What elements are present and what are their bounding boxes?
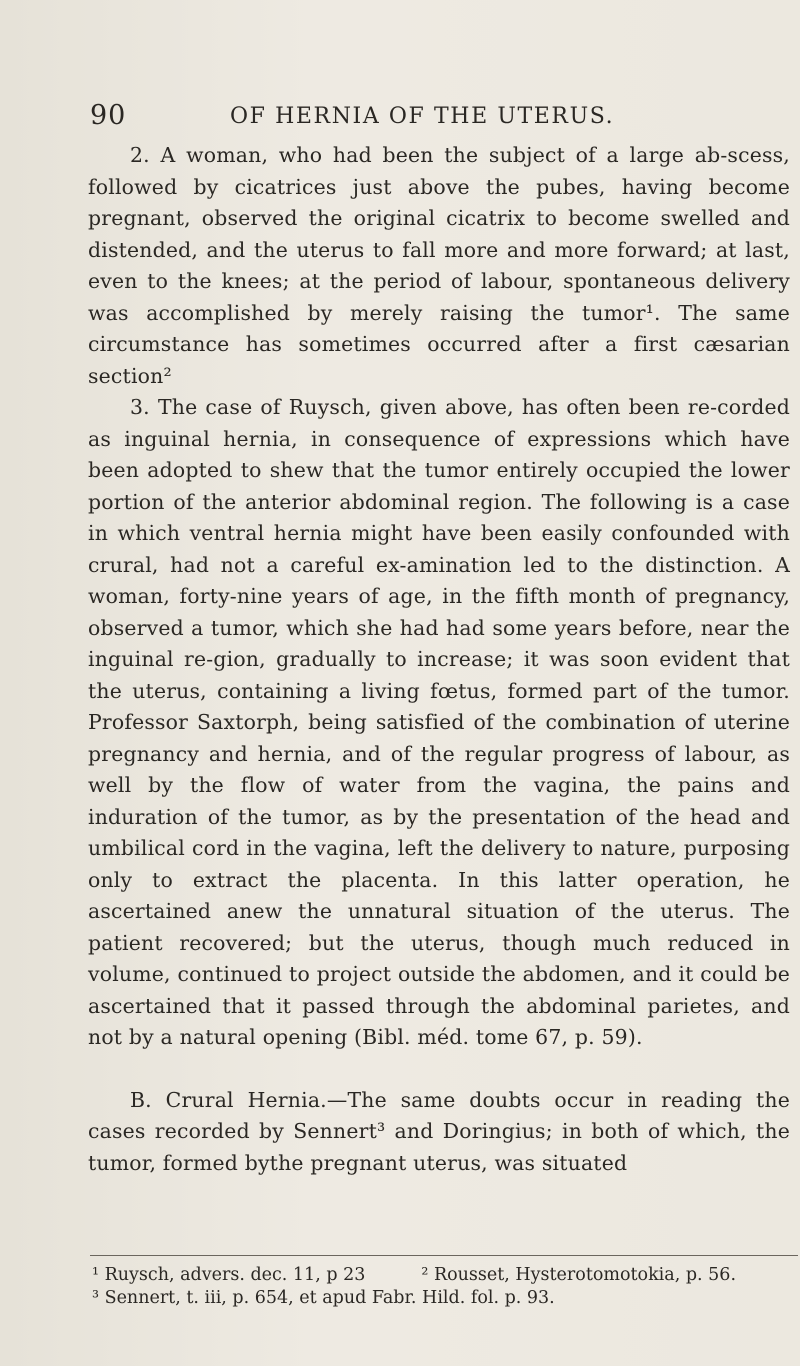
page-header [90,100,790,140]
paragraph-case-2: 2. A woman, who had been the subject of a large ab-scess, followed by cicatrices just above the pubes, having become pregnant, observed the original cicatrix to become swelled and distended, and the uterus to fall more and more forward; at last, even to the knees; at the period of labour, spontaneous delivery was accomplished by merely raising the tumor¹. The same circumstance has sometimes occurred after a first cæsarian section² [88,143,790,388]
footnotes [92,1264,798,1310]
footnote-3: ³ Sennert, t. iii, p. 654, et apud Fabr. Hild. fol. p. 93. [92,1288,555,1308]
footnote-row [92,1264,798,1287]
footnote-2: ² Rousset, Hysterotomotokia, p. 56. [421,1265,737,1285]
footnote-row [92,1287,798,1310]
footnote-1: ¹ Ruysch, advers. dec. 11, p 23 [92,1265,366,1285]
body-text [88,140,790,1179]
footnote-divider [90,1255,798,1256]
running-head: OF HERNIA OF THE UTERUS. [230,104,615,129]
page-number: 90 [90,100,127,131]
paragraph-crural-hernia: B. Crural Hernia.—The same doubts occur in reading the cases recorded by Sennert³ and Doringius; in both of which, the tumor, formed bythe pregnant uterus, was situated [88,1087,790,1175]
paragraph-case-3: 3. The case of Ruysch, given above, has often been re-corded as inguinal hernia, in consequence of expressions which have been adopted to shew that the tumor entirely occupied the lower portion of the anterior abdominal region. The following is a case in which ventral hernia might have been easily confounded with crural, had not a careful ex-amination led to the distinction. A woman, forty-nine years of age, in the fifth month of pregnancy, observed a tumor, which she had had some years before, near the inguinal re-gion, gradually to increase; it was soon evident that the uterus, containing a living fœtus, formed part of the tumor. Professor Saxtorph, being satisfied of the combination of uterine pregnancy and hernia, and of the regular progress of labour, as well by the flow of water from the vagina, the pains and induration of the tumor, as by the presentation of the head and umbilical cord in the vagina, left the delivery to nature, purposing only to extract the placenta. In this latter operation, he ascertained anew the unnatural situation of the uterus. The patient recovered; but the uterus, though much reduced in volume, continued to project outside the abdomen, and it could be ascertained that it passed through the abdominal parietes, and not by a natural opening (Bibl. méd. tome 67, p. 59). [88,395,790,1049]
